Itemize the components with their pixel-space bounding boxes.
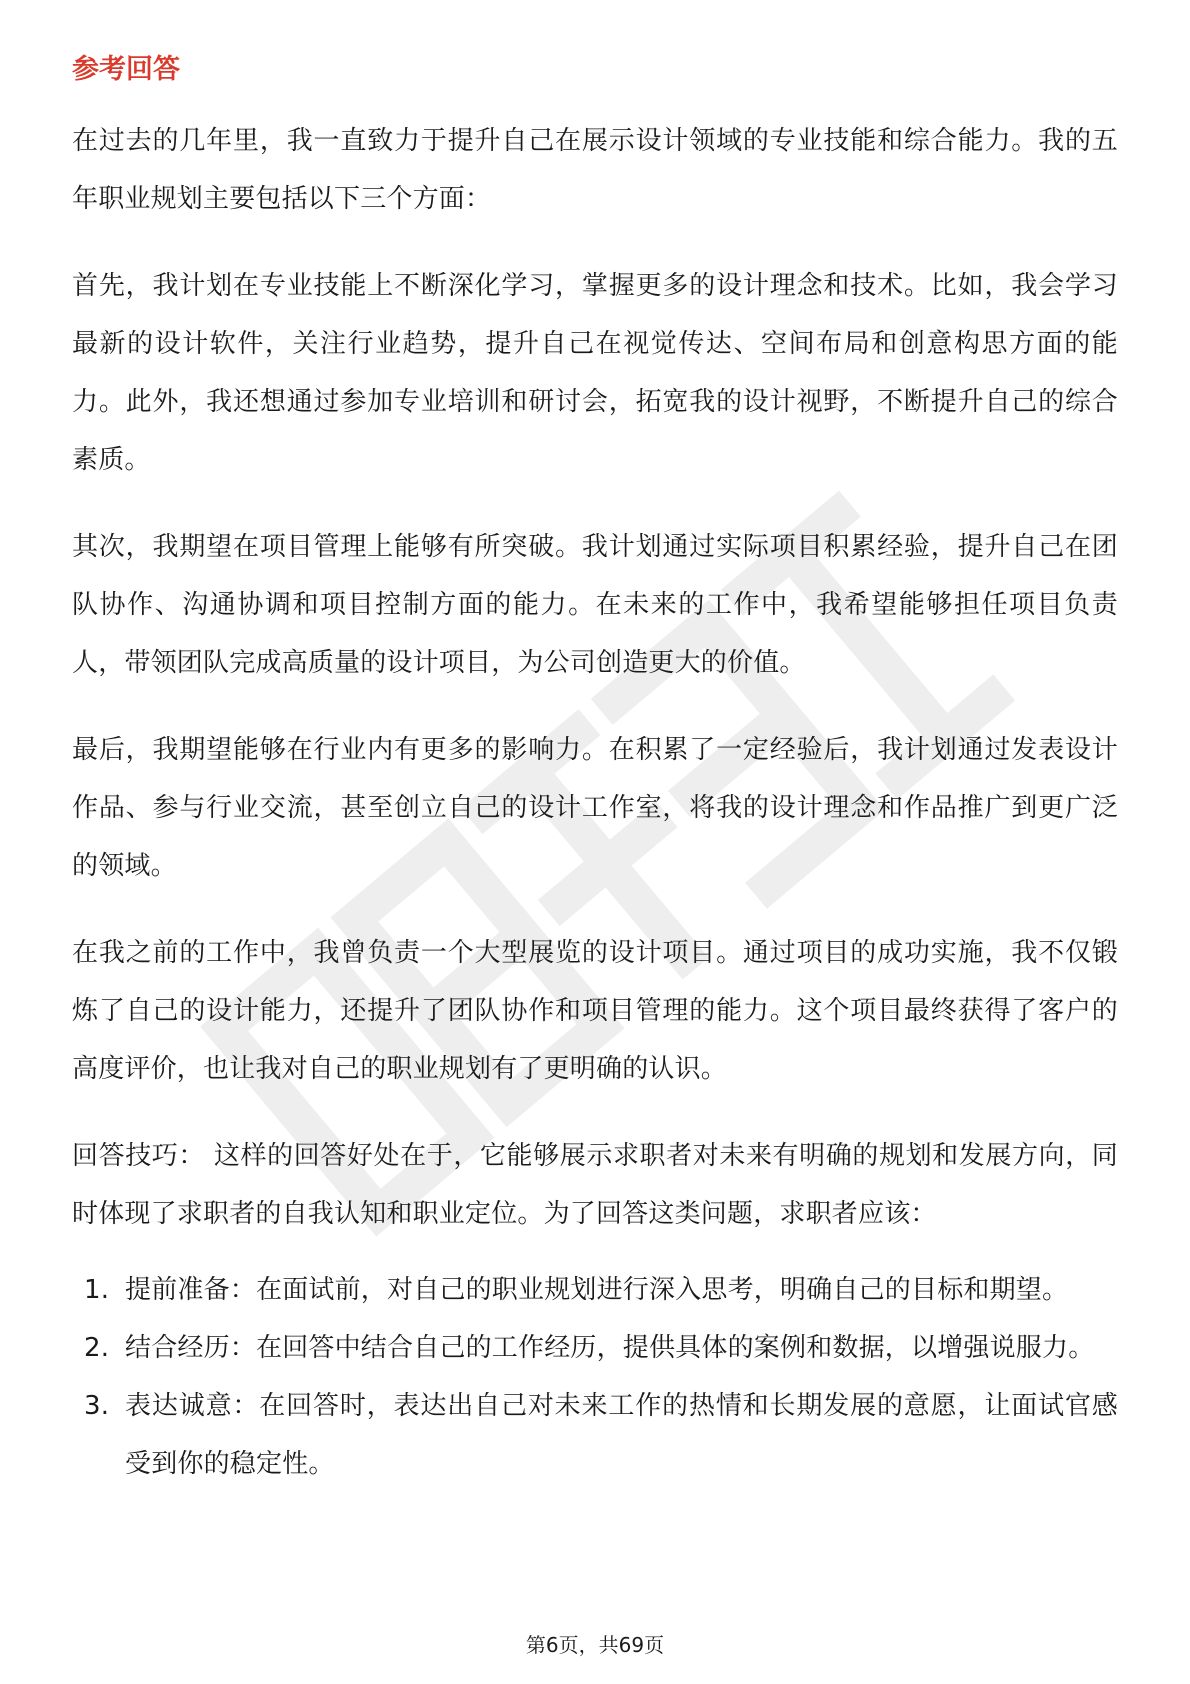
paragraph-management: 其次，我期望在项目管理上能够有所突破。我计划通过实际项目积累经验，提升自己在团队协作、沟通协调和项目控制方面的能力。在未来的工作中，我希望能够担任项目负责人，带领团队完成高质量的设计项目，为公司创造更大的价值。 [72, 532, 1118, 678]
list-item-text: 结合经历：在回答中结合自己的工作经历，提供具体的案例和数据，以增强说服力。 [125, 1333, 1095, 1363]
paragraph-experience: 在我之前的工作中，我曾负责一个大型展览的设计项目。通过项目的成功实施，我不仅锻炼了自己的设计能力，还提升了团队协作和项目管理的能力。这个项目最终获得了客户的高度评价，也让我对自己的职业规划有了更明确的认识。 [72, 938, 1118, 1084]
page-number-footer: 第6页，共69页 [525, 1633, 665, 1657]
answer-content [72, 112, 1118, 1493]
list-item-number: 2. [84, 1333, 110, 1363]
list-item-number: 1. [84, 1275, 110, 1305]
paragraph-influence: 最后，我期望能够在行业内有更多的影响力。在积累了一定经验后，我计划通过发表设计作品、参与行业交流，甚至创立自己的设计工作室，将我的设计理念和作品推广到更广泛的领域。 [72, 735, 1118, 881]
paragraph-intro: 在过去的几年里，我一直致力于提升自己在展示设计领域的专业技能和综合能力。我的五年职业规划主要包括以下三个方面： [72, 126, 1118, 214]
tips-intro: 回答技巧： 这样的回答好处在于，它能够展示求职者对未来有明确的规划和发展方向，同时体现了求职者的自我认知和职业定位。为了回答这类问题，求职者应该： [72, 1141, 1118, 1229]
section-heading: 参考回答 [72, 54, 180, 85]
list-item-text: 提前准备：在面试前，对自己的职业规划进行深入思考，明确自己的目标和期望。 [125, 1275, 1069, 1305]
list-item [72, 1377, 1118, 1493]
list-item-number: 3. [84, 1391, 110, 1421]
list-item [72, 1319, 1118, 1377]
paragraph-skills: 首先，我计划在专业技能上不断深化学习，掌握更多的设计理念和技术。比如，我会学习最新的设计软件，关注行业趋势，提升自己在视觉传达、空间布局和创意构思方面的能力。此外，我还想通过参加专业培训和研讨会，拓宽我的设计视野，不断提升自己的综合素质。 [72, 271, 1118, 475]
list-item-text: 表达诚意：在回答时，表达出自己对未来工作的热情和长期发展的意愿，让面试官感受到你的稳定性。 [125, 1391, 1118, 1479]
list-item [72, 1261, 1118, 1319]
tips-list [72, 1261, 1118, 1493]
